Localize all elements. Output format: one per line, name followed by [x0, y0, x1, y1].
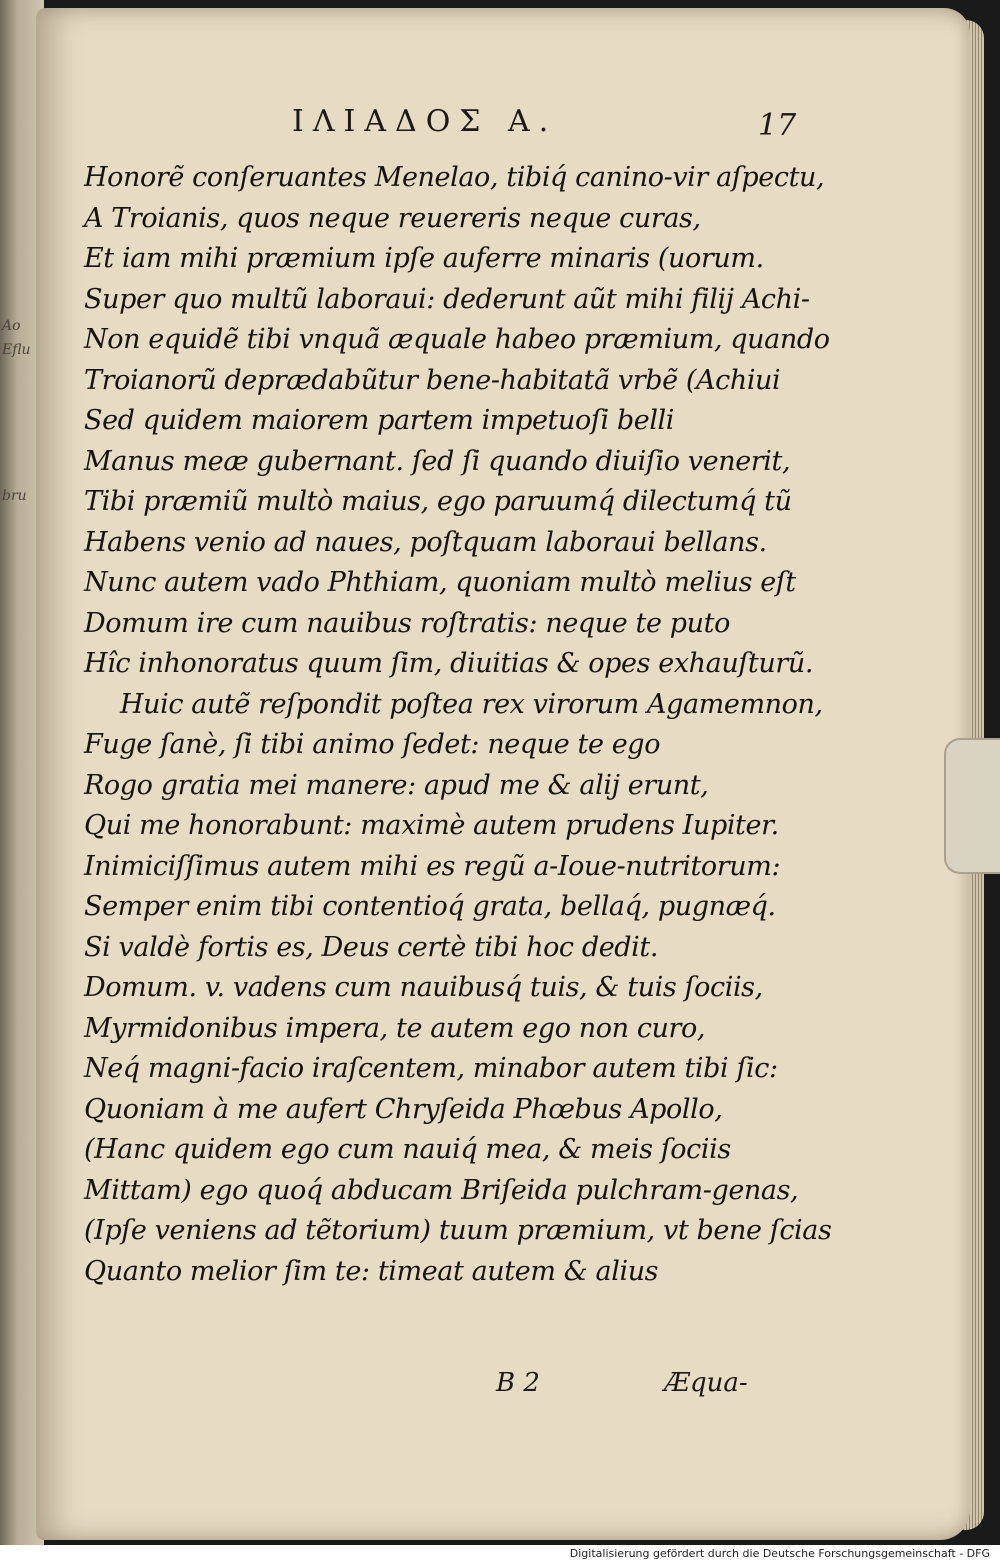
verse-line: Myrmidonibus impera, te autem ego non curo, — [84, 1012, 706, 1044]
verse-line: Domum. v. vadens cum nauibusq́ tuis, & tuis ſociis, — [84, 972, 763, 1003]
verse-line: Fuge ſanè, ſi tibi animo ſedet: neque te ego — [84, 729, 661, 760]
verse-line: (Hanc quidem ego cum nauiq́ mea, & meis ſociis — [84, 1134, 731, 1165]
verse-line: Domum ire cum nauibus roſtratis: neque te puto — [84, 607, 730, 639]
verse-line: Semper enim tibi contentioq́ grata, bellaq́, pugnæq́. — [84, 891, 776, 922]
page-number: 17 — [758, 108, 797, 143]
margin-note: Ao — [2, 318, 21, 334]
verse-line: Inimiciſſimus autem mihi es regũ a-Ioue-nutritorum: — [84, 850, 781, 882]
verse-line: Nunc autem vado Phthiam, quoniam multò melius eſt — [84, 567, 796, 598]
verse-line: Rogo gratia mei manere: apud me & alij erunt, — [84, 769, 709, 801]
verse-line: Manus meæ gubernant. ſed ſi quando diuiſio venerit, — [84, 445, 791, 477]
verse-line: Habens venio ad naues, poſtquam laboraui bellans. — [84, 526, 767, 558]
verse-line: Qui me honorabunt: maximè autem prudens Iupiter. — [84, 810, 779, 841]
verse-line: Mittam) ego quoq́ abducam Briſeida pulchram-genas, — [84, 1174, 799, 1206]
verse-line: Si valdè fortis es, Deus certè tibi hoc dedit. — [84, 931, 659, 963]
funding-credit: Digitalisierung gefördert durch die Deutsche Forschungsgemeinschaft - DFG — [569, 1547, 990, 1560]
verse-line: Honorẽ conſeruantes Menelao, tibiq́ canino-vir aſpectu, — [84, 162, 825, 193]
footer-bar — [0, 1545, 1000, 1564]
verse-line: Neq́ magni-facio iraſcentem, minabor autem tibi ſic: — [84, 1053, 778, 1084]
verse-text — [84, 158, 832, 1292]
verse-line: Sed quidem maiorem partem impetuoſi belli — [84, 405, 675, 436]
verse-line: Quoniam à me aufert Chryſeida Phœbus Apollo, — [84, 1093, 723, 1125]
verse-line: Troianorũ deprædabũtur bene-habitatã vrbẽ (Achiui — [84, 364, 781, 396]
verse-line: A Troianis, quos neque reuereris neque curas, — [84, 202, 701, 234]
signature-mark: B 2 — [496, 1368, 540, 1398]
verse-line: Huic autẽ reſpondit poſtea rex virorum Agamemnon, — [120, 688, 823, 720]
verse-line: Tibi præmiũ multò maius, ego paruumq́ dilectumq́ tũ — [84, 486, 792, 517]
verse-line: Et iam mihi præmium ipſe auferre minaris (uorum. — [84, 243, 764, 274]
page-tab — [944, 738, 1000, 874]
verse-line: Quanto melior ſim te: timeat autem & alius — [84, 1255, 659, 1287]
verse-line: Super quo multũ laboraui: dederunt aũt mihi filij Achi- — [84, 283, 810, 315]
running-title: ΙΛΙΑΔΟΣ Α. — [292, 104, 558, 139]
verse-line: Non equidẽ tibi vnquã æquale habeo præmium, quando — [84, 324, 830, 355]
margin-note: bru — [2, 488, 27, 504]
verse-line: Hîc inhonoratus quum ſim, diuitias & opes exhauſturũ. — [84, 648, 814, 679]
catchword: Æqua- — [664, 1368, 748, 1398]
margin-note: Eflu — [2, 342, 31, 358]
verse-line: (Ipſe veniens ad tẽtorium) tuum præmium, vt bene ſcias — [84, 1215, 832, 1246]
